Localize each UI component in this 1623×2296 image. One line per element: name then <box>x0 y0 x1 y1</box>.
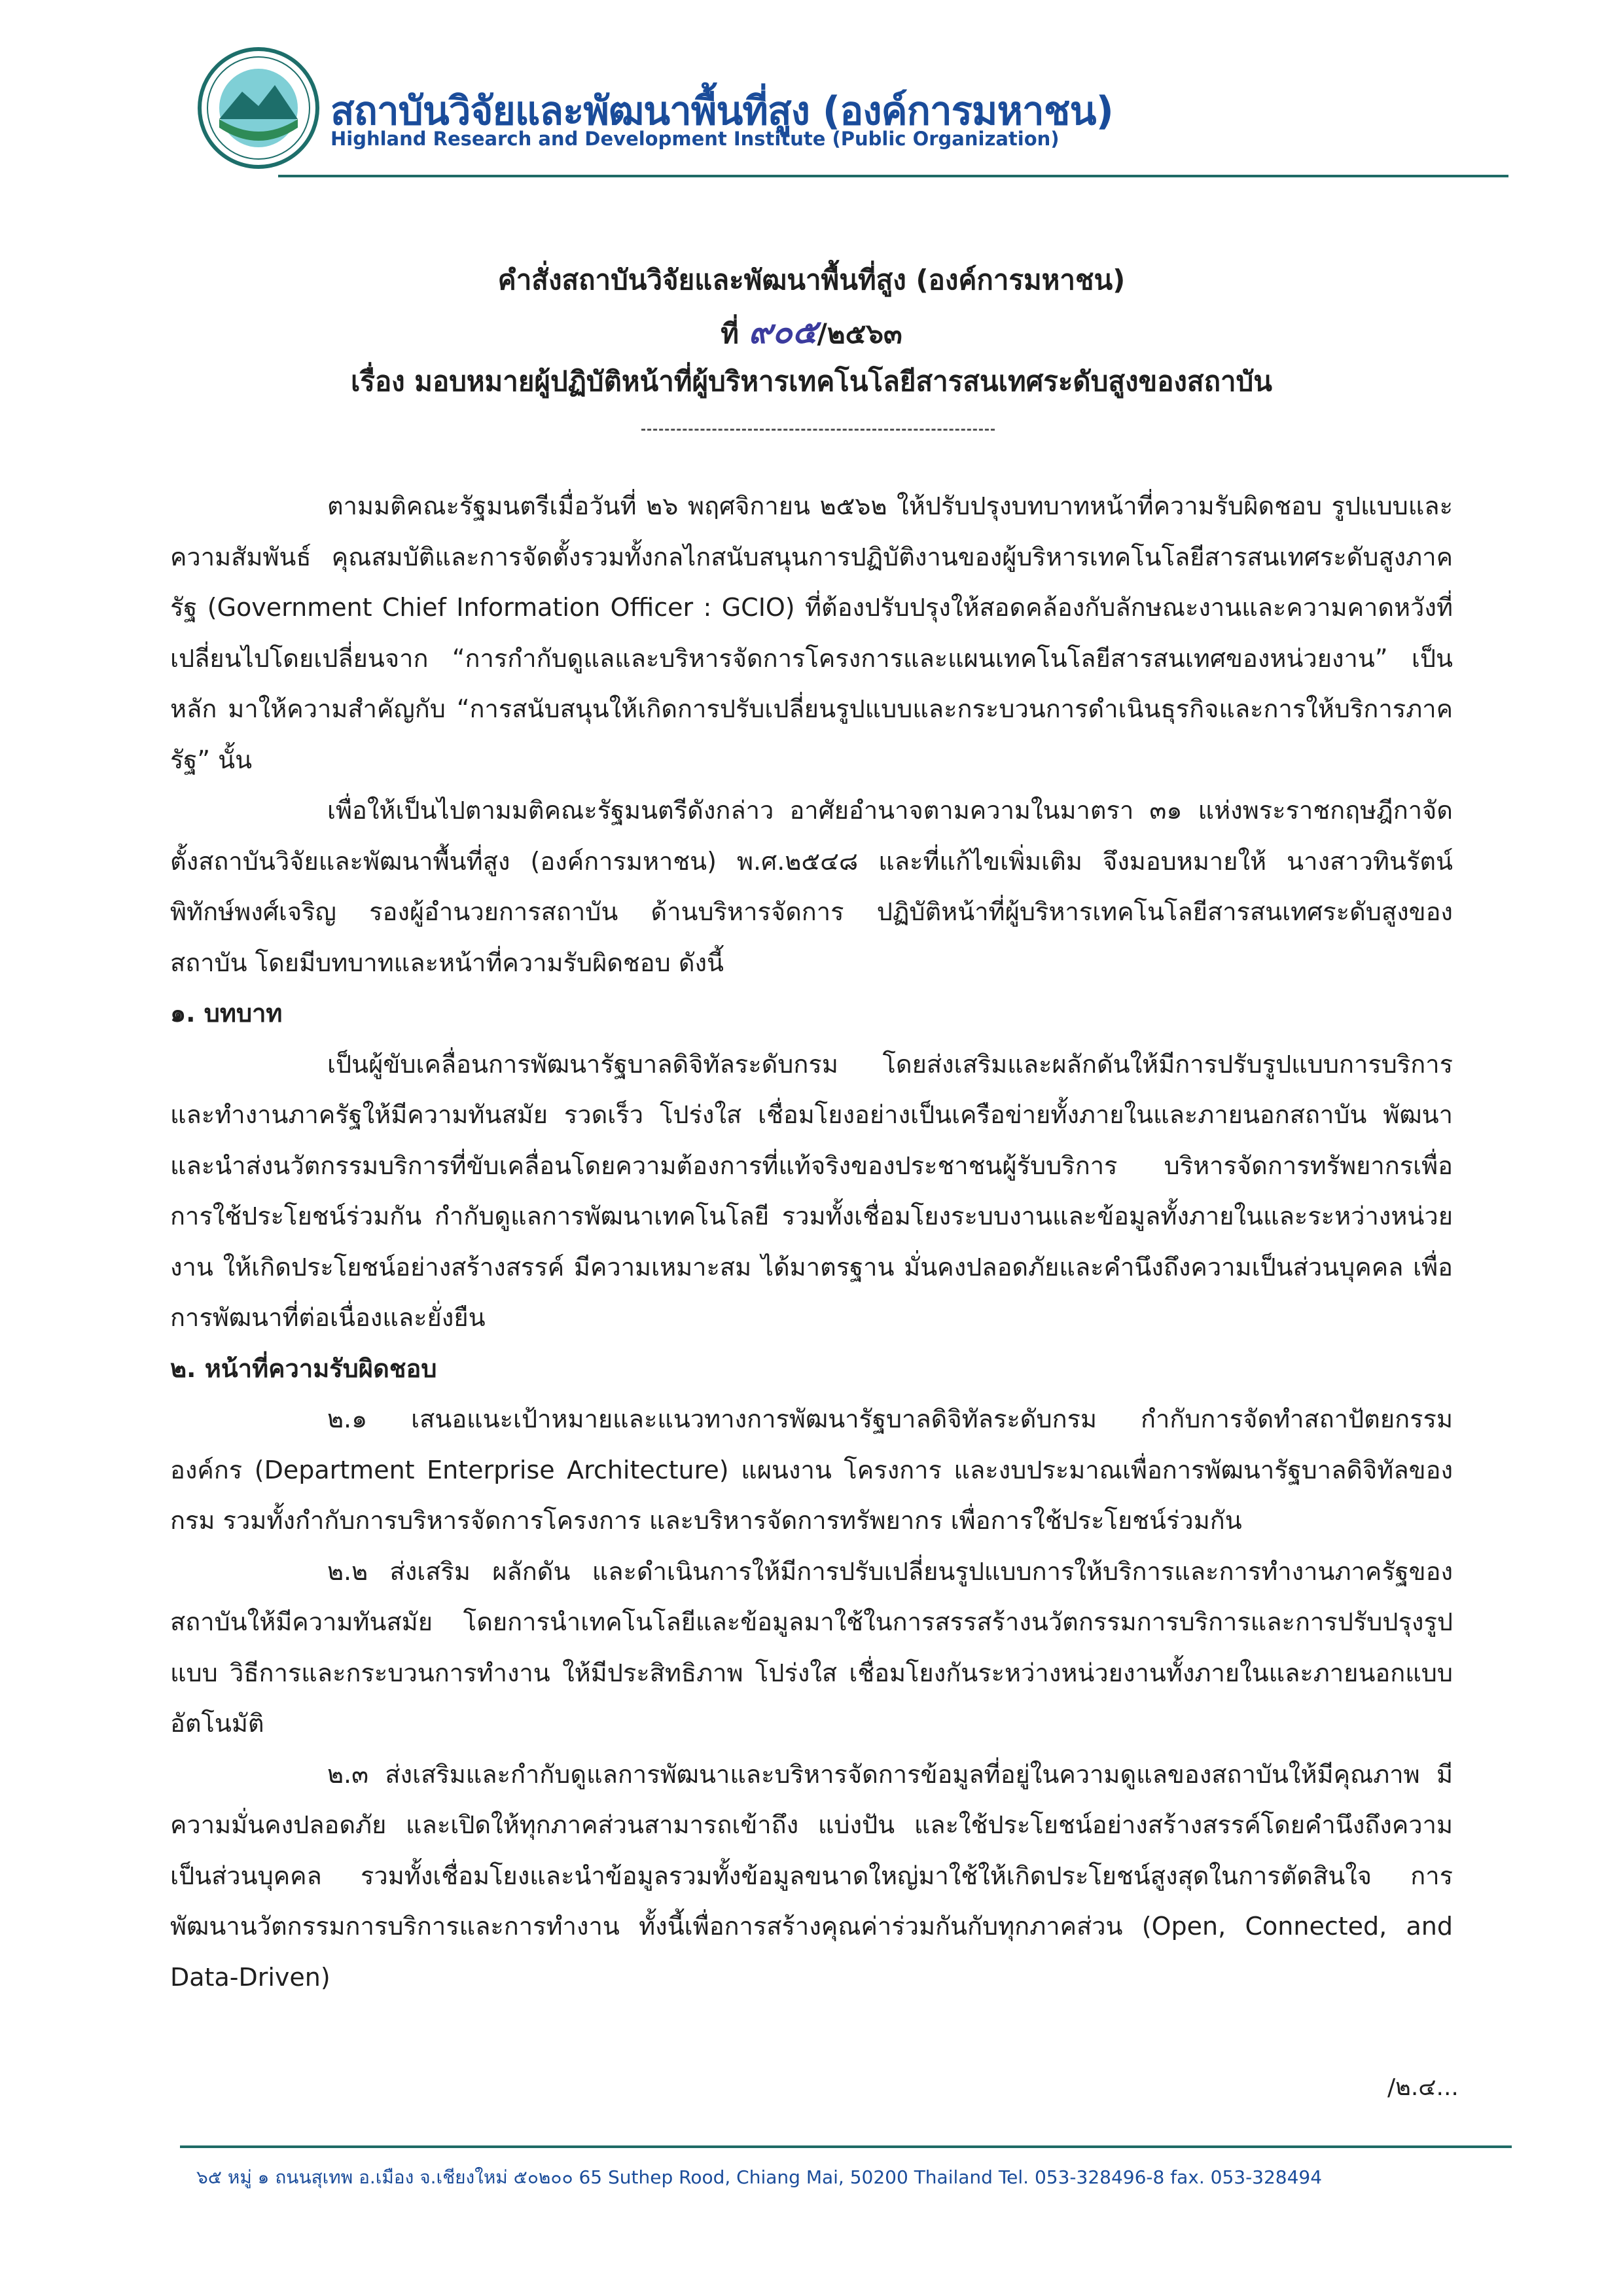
paragraph-duty-2-2: ๒.๒ ส่งเสริม ผลักดัน และดำเนินการให้มีการปรับเปลี่ยนรูปแบบการให้บริการและการทำงานภาครัฐของสถาบันให้มีความทันสมัย โดยการนำเทคโนโลยีและข้อมูลมาใช้ในการสรรสร้างนวัตกรรมการบริการและการปรับปรุงรูปแบบ วิธีการและกระบวนการทำงาน ให้มีประสิทธิภาพ โปร่งใส เชื่อมโยงกันระหว่างหน่วยงานทั้งภายในและภายนอกแบบอัตโนมัติ <box>170 1556 1453 1738</box>
order-title: คำสั่งสถาบันวิจัยและพัฒนาพื้นที่สูง (องค์การมหาชน) <box>497 264 1126 296</box>
hrdi-seal-icon <box>196 46 321 170</box>
order-number-prefix: ที่ <box>721 317 739 350</box>
org-name-english: Highland Research and Development Institute (Public Organization) <box>330 128 1060 150</box>
paragraph-duty-2-1: ๒.๑ เสนอแนะเป้าหมายและแนวทางการพัฒนารัฐบาลดิจิทัลระดับกรม กำกับการจัดทำสถาปัตยกรรมองค์กร (Department Enterprise Architecture) แผนงาน โครงการ และงบประมาณเพื่อการพัฒนารัฐบาลดิจิทัลของกรม รวมทั้งกำกับการบริหารจัดการโครงการ และบริหารจัดการทรัพยากร เพื่อการใช้ประโยชน์ร่วมกัน <box>170 1405 1453 1535</box>
paragraph-assignment: เพื่อให้เป็นไปตามมติคณะรัฐมนตรีดังกล่าว อาศัยอำนาจตามความในมาตรา ๓๑ แห่งพระราชกฤษฎีกาจัดตั้งสถาบันวิจัยและพัฒนาพื้นที่สูง (องค์การมหาชน) พ.ศ.๒๕๔๘ และที่แก้ไขเพิ่มเติม จึงมอบหมายให้ นางสาวทินรัตน์ พิทักษ์พงศ์เจริญ รองผู้อำนวยการสถาบัน ด้านบริหารจัดการ ปฏิบัติหน้าที่ผู้บริหารเทคโนโลยีสารสนเทศระดับสูงของสถาบัน โดยมีบทบาทและหน้าที่ความรับผิดชอบ ดังนี้ <box>170 796 1453 977</box>
order-body <box>170 481 1453 2003</box>
order-number-suffix: /๒๕๖๓ <box>817 317 902 350</box>
header-divider <box>278 175 1508 177</box>
order-number-handwritten: ๙๐๕ <box>748 312 817 351</box>
order-number <box>0 306 1623 358</box>
org-name-thai: สถาบันวิจัยและพัฒนาพื้นที่สูง (องค์การมหาชน) <box>330 88 1113 134</box>
order-subject: เรื่อง มอบหมายผู้ปฏิบัติหน้าที่ผู้บริหารเทคโนโลยีสารสนเทศระดับสูงของสถาบัน <box>351 365 1272 397</box>
letterhead <box>196 39 1531 183</box>
heading-role: ๑. บทบาท <box>170 999 283 1028</box>
paragraph-duty-2-3: ๒.๓ ส่งเสริมและกำกับดูแลการพัฒนาและบริหารจัดการข้อมูลที่อยู่ในความดูแลของสถาบันให้มีคุณภาพ มีความมั่นคงปลอดภัย และเปิดให้ทุกภาคส่วนสามารถเข้าถึง แบ่งปัน และใช้ประโยชน์อย่างสร้างสรรค์โดยคำนึงถึงความเป็นส่วนบุคคล รวมทั้งเชื่อมโยงและนำข้อมูลรวมทั้งข้อมูลขนาดใหญ่มาใช้ให้เกิดประโยชน์สูงสุดในการตัดสินใจ การพัฒนานวัตกรรมการบริการและการทำงาน ทั้งนี้เพื่อการสร้างคุณค่าร่วมกันกับทุกภาคส่วน (Open, Connected, and Data-Driven) <box>170 1759 1453 1992</box>
footer-address: ๖๕ หมู่ ๑ ถนนสุเทพ อ.เมือง จ.เชียงใหม่ ๕๐๒๐๐ 65 Suthep Rood, Chiang Mai, 50200 Thailand Tel. 053-328496-8 fax. 053-328494 <box>196 2166 1323 2188</box>
title-separator <box>641 429 995 431</box>
paragraph-role: เป็นผู้ขับเคลื่อนการพัฒนารัฐบาลดิจิทัลระดับกรม โดยส่งเสริมและผลักดันให้มีการปรับรูปแบบการบริการและทำงานภาครัฐให้มีความทันสมัย รวดเร็ว โปร่งใส เชื่อมโยงอย่างเป็นเครือข่ายทั้งภายในและภายนอกสถาบัน พัฒนาและนำส่งนวัตกรรมบริการที่ขับเคลื่อนโดยความต้องการที่แท้จริงของประชาชนผู้รับบริการ บริหารจัดการทรัพยากรเพื่อการใช้ประโยชน์ร่วมกัน กำกับดูแลการพัฒนาเทคโนโลยี รวมทั้งเชื่อมโยงระบบงานและข้อมูลทั้งภายในและระหว่างหน่วยงาน ให้เกิดประโยชน์อย่างสร้างสรรค์ มีความเหมาะสม ได้มาตรฐาน มั่นคงปลอดภัยและคำนึงถึงความเป็นส่วนบุคคล เพื่อการพัฒนาที่ต่อเนื่องและยั่งยืน <box>170 1049 1453 1332</box>
footer-divider <box>180 2145 1512 2148</box>
page-continuation: /๒.๔... <box>1387 2074 1459 2101</box>
paragraph-preamble: ตามมติคณะรัฐมนตรีเมื่อวันที่ ๒๖ พฤศจิกายน ๒๕๖๒ ให้ปรับปรุงบทบาทหน้าที่ความรับผิดชอบ รูปแบบและความสัมพันธ์ คุณสมบัติและการจัดตั้งรวมทั้งกลไกสนับสนุนการปฏิบัติงานของผู้บริหารเทคโนโลยีสารสนเทศระดับสูงภาครัฐ (Government Chief Information Officer : GCIO) ที่ต้องปรับปรุงให้สอดคล้องกับลักษณะงานและความคาดหวังที่เปลี่ยนไปโดยเปลี่ยนจาก “การกำกับดูแลและบริหารจัดการโครงการและแผนเทคโนโลยีสารสนเทศของหน่วยงาน” เป็นหลัก มาให้ความสำคัญกับ “การสนับสนุนให้เกิดการปรับเปลี่ยนรูปแบบและกระบวนการดำเนินธุรกิจและการให้บริการภาครัฐ” นั้น <box>170 492 1453 774</box>
heading-responsibilities: ๒. หน้าที่ความรับผิดชอบ <box>170 1354 437 1383</box>
